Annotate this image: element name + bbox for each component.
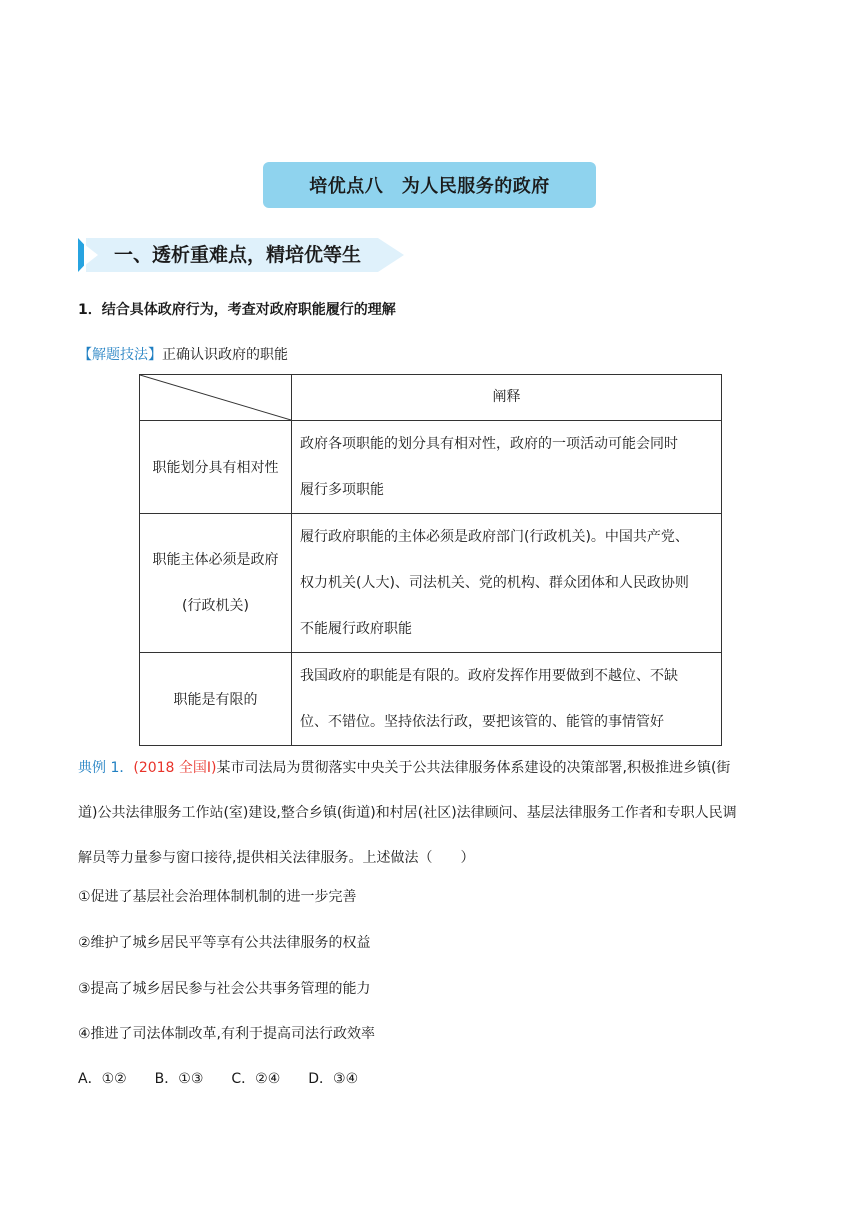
example-text: 道)公共法律服务工作站(室)建设,整合乡镇(街道)和村居(社区)法律顾问、基层法律服务工作者和专职人民调 bbox=[78, 805, 737, 821]
row-label bbox=[140, 514, 292, 653]
section-banner bbox=[78, 236, 408, 274]
example-text: 某市司法局为贯彻落实中央关于公共法律服务体系建设的决策部署,积极推进乡镇(街 bbox=[216, 760, 731, 776]
option-item: ④推进了司法体制改革,有利于提高司法行政效率 bbox=[78, 1026, 375, 1042]
row-line: 位、不错位。坚持依法行政，要把该管的、能管的事情管好 bbox=[300, 714, 664, 730]
row-line: 履行政府职能的主体必须是政府部门(行政机关)。中国共产党、 bbox=[300, 529, 689, 545]
method-tag: 【解题技法】 bbox=[78, 347, 162, 363]
table-row bbox=[140, 653, 722, 746]
row-text bbox=[292, 514, 722, 653]
method-line bbox=[78, 344, 288, 364]
row-line: 权力机关(人大)、司法机关、党的机构、群众团体和人民政协则 bbox=[300, 575, 689, 591]
row-label-line: (行政机关) bbox=[182, 598, 249, 614]
example-line bbox=[78, 746, 784, 791]
row-line: 政府各项职能的划分具有相对性，政府的一项活动可能会同时 bbox=[300, 436, 678, 452]
diagonal-line bbox=[140, 375, 291, 420]
option-item: ②维护了城乡居民平等享有公共法律服务的权益 bbox=[78, 935, 371, 951]
row-text bbox=[292, 653, 722, 746]
table-row bbox=[140, 514, 722, 653]
row-label: 职能是有限的 bbox=[140, 653, 292, 746]
table-header-row bbox=[140, 375, 722, 421]
option-item: ③提高了城乡居民参与社会公共事务管理的能力 bbox=[78, 981, 371, 997]
row-line: 履行多项职能 bbox=[300, 482, 384, 498]
option-item: ①促进了基层社会治理体制机制的进一步完善 bbox=[78, 889, 357, 905]
diagonal-corner-cell bbox=[140, 375, 292, 421]
row-text bbox=[292, 421, 722, 514]
example-text: 解员等力量参与窗口接待,提供相关法律服务。上述做法（ ） bbox=[78, 850, 475, 866]
table-header: 阐释 bbox=[292, 375, 722, 421]
answer-choices: A．①② B．①③ C．②④ D．③④ bbox=[78, 1071, 359, 1087]
example-question bbox=[78, 746, 784, 881]
example-source: (2018 全国Ⅰ) bbox=[133, 760, 217, 776]
row-label: 职能划分具有相对性 bbox=[140, 421, 292, 514]
function-table bbox=[139, 374, 722, 746]
section-heading: 一、透析重难点，精培优等生 bbox=[114, 244, 362, 266]
example-tag: 典例 1． bbox=[78, 760, 134, 776]
table-row bbox=[140, 421, 722, 514]
method-text: 正确认识政府的职能 bbox=[162, 347, 288, 363]
row-line: 不能履行政府职能 bbox=[300, 621, 412, 637]
point-heading: 1．结合具体政府行为，考查对政府职能履行的理解 bbox=[78, 302, 396, 318]
row-line: 我国政府的职能是有限的。政府发挥作用要做到不越位、不缺 bbox=[300, 668, 678, 684]
row-label-line: 职能主体必须是政府 bbox=[152, 552, 279, 568]
page-title: 培优点八 为人民服务的政府 bbox=[263, 162, 596, 208]
